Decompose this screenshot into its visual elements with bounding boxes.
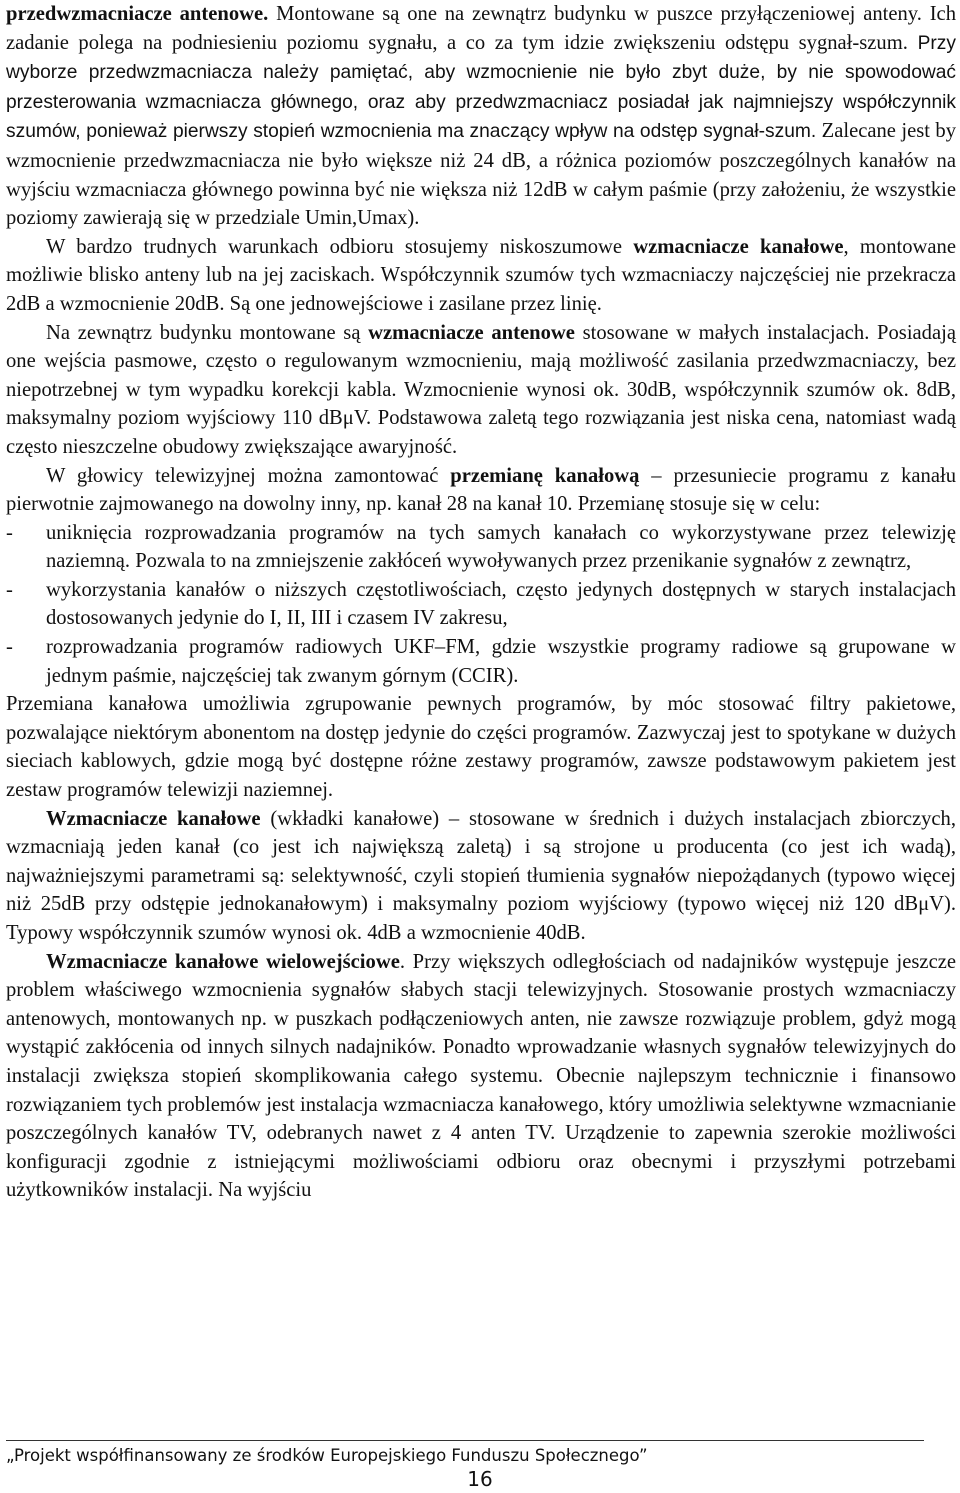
paragraph-preamplifiers xyxy=(6,0,956,233)
term-wzmacniacze-kanalowe: wzmacniacze kanałowe xyxy=(633,235,844,258)
term-przedwzmacniacze: przedwzmacniacze antenowe. xyxy=(6,3,269,25)
footer-funding-note: „Projekt współfinansowany ze środków Europejskiego Funduszu Społecznego” xyxy=(6,1446,648,1465)
paragraph-antenna-amplifiers xyxy=(6,319,956,462)
paragraph-text: Montowane są one na zewnątrz budynku w puszce przyłączeniowej anteny. Ich zadanie polega na podniesieniu poziomu sygnału, a co za tym idzie zwiększeniu odstępu sygnał-szum. xyxy=(6,3,956,54)
list-item: - rozprowadzania programów radiowych UKF–FM, gdzie wszystkie programy radiowe są grupowane w jednym paśmie, najczęściej tak zwanym górnym (CCIR). xyxy=(6,633,956,690)
paragraph-text: W głowicy telewizyjnej można zamontować xyxy=(46,464,451,487)
paragraph-text: Na zewnątrz budynku montowane są xyxy=(46,321,369,344)
paragraph-channel-inserts xyxy=(6,805,956,948)
page-number: 16 xyxy=(467,1467,493,1491)
paragraph-channel-conversion xyxy=(6,462,956,519)
paragraph-text: . Przy większych odległościach od nadajników występuje jeszcze problem właściwego wzmocnienia sygnałów słabych stacji telewizyjnych. Stosowanie prostych wzmacniaczy antenowych, montowanych np. w puszkach podłączeniowych anten, nie zawsze rozwiązuje problem, gdyż mogą wystąpić zakłócenia od innych silnych nadajników. Ponadto wprowadzanie własnych sygnałów telewizyjnych do instalacji zwiększa stopień skomplikowania całego systemu. Obecnie najlepszym technicznie i finansowo rozwiązaniem tych problemów jest instalacja wzmacniacza kanałowego, który umożliwia selektywne wzmacnianie poszczególnych kanałów TV, odebranych nawet z 4 anten TV. Urządzenie to zapewnia szerokie możliwości konfiguracji zgodnie z istniejącymi możliwościami odbioru oraz obecnymi i przyszłymi potrzebami użytkowników instalacji. Na wyjściu xyxy=(6,950,956,1202)
paragraph-channel-amplifiers-lownoise xyxy=(6,233,956,319)
list-item: - wykorzystania kanałów o niższych częstotliwościach, często jedynych dostępnych w starych instalacjach dostosowanych jedynie do I, II, III i czasem IV zakresu, xyxy=(6,576,956,633)
paragraph-text: W bardzo trudnych warunkach odbioru stosujemy niskoszumowe xyxy=(46,235,634,258)
paragraph-text: – przesuniecie programu z kanału pierwotnie zajmowanego na dowolny inny, np. kanał 28 na kanał 10. Przemianę stosuje się w celu: xyxy=(6,464,957,516)
footer-divider xyxy=(6,1440,924,1441)
dash-list xyxy=(6,519,956,691)
paragraph-text: , montowane możliwie blisko anteny lub na jej zaciskach. Współczynnik szumów tych wzmacniaczy najczęściej nie przekracza 2dB a wzmocnienie 20dB. Są one jednowejściowe i zasilane przez linię. xyxy=(6,235,956,315)
paragraph-text: Zalecane jest by wzmocnienie przedwzmacniacza nie było większe niż 24 dB, a różnica poziomów poszczególnych kanałów na wyjściu wzmacniacza głównego powinna być nie większa niż 12dB w całym paśmie (przy założeniu, że wszystkie poziomy zawierają się w przedziale Umin,Umax). xyxy=(6,120,956,230)
list-item: - uniknięcia rozprowadzania programów na tych samych kanałach co wykorzystywane przez telewizję naziemną. Pozwala to na zmniejszenie zakłóceń wywoływanych przez przenikanie sygnałów z zewnątrz, xyxy=(6,519,956,576)
paragraph-conversion-benefits: Przemiana kanałowa umożliwia zgrupowanie pewnych programów, by móc stosować filtry pakietowe, pozwalające niektórym abonentom na dostęp jedynie do części programów. Zazwyczaj jest to spotykane w dużych sieciach kablowych, gdzie mogą być dostępne różne zestawy programów, zawsze podstawowym pakietem jest zestaw programów telewizji naziemnej. xyxy=(6,693,956,802)
paragraph-text: (wkładki kanałowe) – stosowane w średnich i dużych instalacjach zbiorczych, wzmacniają jeden kanał (co jest ich największą zaletą) i są strojone u producenta (co jest ich wadą), najważniejszymi parametrami są: selektywność, czyli stopień tłumienia sygnałów niepożądanych (typowo więcej niż 25dB przy odstępie jednokanałowym) i maksymalny poziom wyjściowy (typowo więcej niż 120 dBμV). Typowy współczynnik szumów wynosi ok. 4dB a wzmocnienie 40dB. xyxy=(6,807,956,944)
term-wzmacniacze-antenowe: wzmacniacze antenowe xyxy=(368,321,575,344)
term-wzmacniacze-kanalowe-wkladki: Wzmacniacze kanałowe xyxy=(46,807,261,830)
paragraph-text-sans: Przy wyborze przedwzmacniacza należy pamiętać, aby wzmocnienie nie było zbyt duże, by nie spowodować przesterowania wzmacniacza głównego, oraz aby przedwzmacniacz posiadał jak najmniejszy współczynnik szumów, ponieważ pierwszy stopień wzmocnienia ma znaczący wpływ na odstęp sygnał-szum. xyxy=(6,32,956,143)
term-przemiana-kanalowa: przemianę kanałową xyxy=(450,464,640,487)
term-wzmacniacze-wielowejsciowe: Wzmacniacze kanałowe wielowejściowe xyxy=(46,950,400,973)
paragraph-multi-input-amplifiers xyxy=(6,948,956,1205)
paragraph-text: stosowane w małych instalacjach. Posiadają one wejścia pasmowe, często o regulowanym wzmocnieniu, mają możliwość zasilania przedwzmacniaczy, bez niepotrzebnej w tym wypadku korekcji kabla. Wzmocnienie wynosi ok. 30dB, współczynnik szumów ok. 8dB, maksymalny poziom wyjściowy 110 dBμV. Podstawowa zaletą tego rozwiązania jest niska cena, natomiast wadą często nieszczelne obudowy zwiększające awaryjność. xyxy=(6,321,956,458)
document-page xyxy=(6,0,956,1205)
